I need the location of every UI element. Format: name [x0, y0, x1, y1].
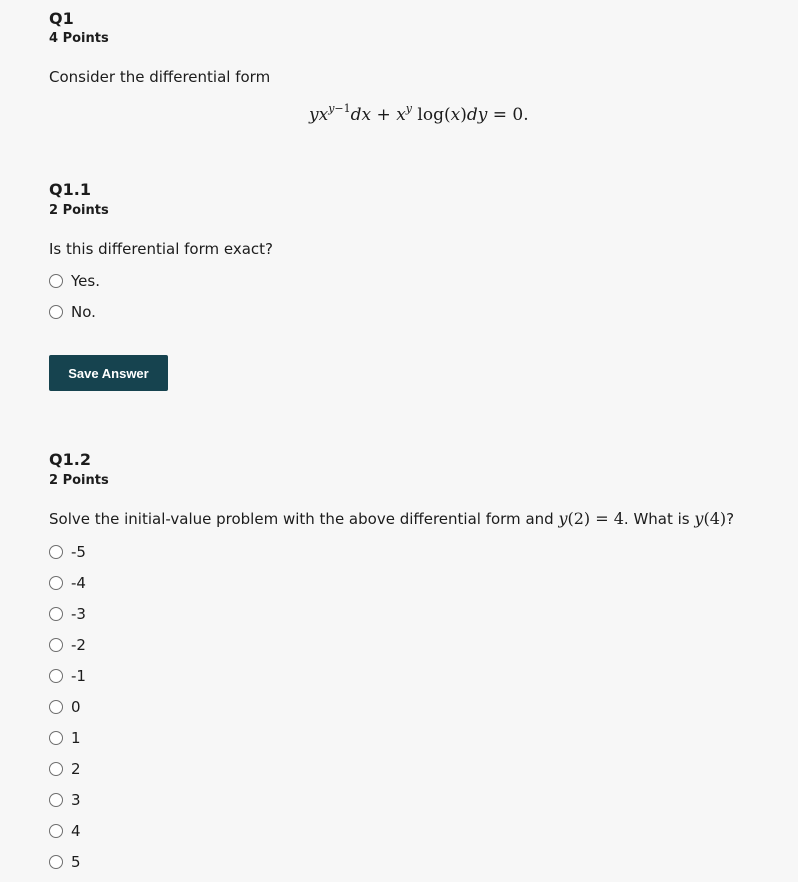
option-minus-3[interactable] [49, 604, 86, 624]
prompt-text: ? [726, 510, 735, 528]
radio-button[interactable] [49, 824, 63, 838]
radio-button[interactable] [49, 731, 63, 745]
radio-button[interactable] [49, 545, 63, 559]
radio-button[interactable] [49, 669, 63, 683]
option-label: 3 [71, 791, 81, 809]
option-2[interactable] [49, 759, 81, 779]
option-label: 2 [71, 760, 81, 778]
option-1[interactable] [49, 728, 81, 748]
option-yes[interactable] [49, 271, 100, 291]
option-no[interactable] [49, 302, 96, 322]
option-label: 4 [71, 822, 81, 840]
option-minus-1[interactable] [49, 666, 86, 686]
option-0[interactable] [49, 697, 81, 717]
question-prompt: Consider the differential form [49, 68, 271, 86]
option-label: -5 [71, 543, 86, 561]
question-title: Q1 [49, 9, 74, 28]
option-label: Yes. [71, 272, 100, 290]
radio-button[interactable] [49, 855, 63, 869]
option-3[interactable] [49, 790, 81, 810]
subquestion-points: 2 Points [49, 203, 109, 218]
radio-button[interactable] [49, 793, 63, 807]
subquestion-points: 2 Points [49, 473, 109, 488]
prompt-text: Solve the initial-value problem with the above differential form and [49, 510, 554, 528]
option-label: -4 [71, 574, 86, 592]
subquestion-title: Q1.2 [49, 450, 91, 469]
option-label: No. [71, 303, 96, 321]
radio-button[interactable] [49, 762, 63, 776]
option-label: -1 [71, 667, 86, 685]
target-value-math: y(4) [694, 509, 727, 528]
radio-button[interactable] [49, 700, 63, 714]
option-4[interactable] [49, 821, 81, 841]
subquestion-prompt [49, 509, 734, 529]
radio-button[interactable] [49, 274, 63, 288]
subquestion-title: Q1.1 [49, 180, 91, 199]
differential-form-equation: $yx^{y-1}dx + x^y$ log(x)dy = 0. [309, 102, 529, 125]
option-label: 1 [71, 729, 81, 747]
option-minus-2[interactable] [49, 635, 86, 655]
subquestion-prompt: Is this differential form exact? [49, 240, 274, 258]
initial-condition-math: y(2) = 4 [558, 509, 624, 528]
option-label: 5 [71, 853, 81, 871]
question-points: 4 Points [49, 31, 109, 46]
option-label: -3 [71, 605, 86, 623]
radio-button[interactable] [49, 638, 63, 652]
option-label: 0 [71, 698, 81, 716]
radio-button[interactable] [49, 576, 63, 590]
option-5[interactable] [49, 852, 81, 872]
save-answer-button[interactable]: Save Answer [49, 355, 168, 391]
option-label: -2 [71, 636, 86, 654]
radio-button[interactable] [49, 305, 63, 319]
option-minus-4[interactable] [49, 573, 86, 593]
radio-button[interactable] [49, 607, 63, 621]
prompt-text: . What is [623, 510, 690, 528]
option-minus-5[interactable] [49, 542, 86, 562]
